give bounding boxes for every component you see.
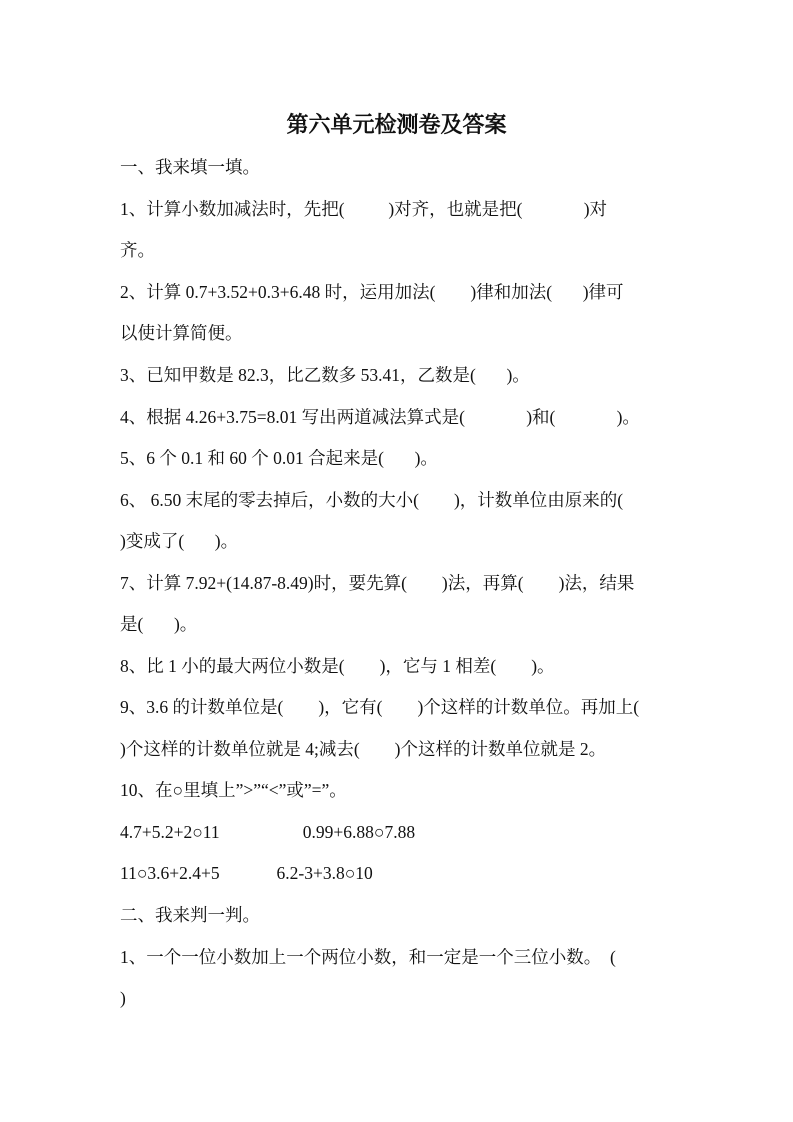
section-heading-judge: 二、我来判一判。 [120, 905, 260, 925]
question-line: 1、计算小数加减法时，先把( )对齐，也就是把( )对 [120, 199, 608, 219]
comparison-row: 4.7+5.2+2○11 0.99+6.88○7.88 [120, 822, 416, 842]
question-line: 9、3.6 的计数单位是( )，它有( )个这样的计数单位。再加上( [120, 697, 640, 717]
question-line: 是( )。 [120, 614, 198, 634]
question-line: 7、计算 7.92+(14.87-8.49)时，要先算( )法，再算( )法，结果 [120, 573, 635, 593]
question-line: 4、根据 4.26+3.75=8.01 写出两道减法算式是( )和( )。 [120, 407, 640, 427]
question-line: 2、计算 0.7+3.52+0.3+6.48 时，运用加法( )律和加法( )律可 [120, 282, 624, 302]
question-line: 3、已知甲数是 82.3，比乙数多 53.41，乙数是( )。 [120, 365, 530, 385]
comparison-row: 11○3.6+2.4+5 6.2-3+3.8○10 [120, 863, 373, 883]
section-heading-fill-in: 一、我来填一填。 [120, 157, 260, 177]
page-title: 第六单元检测卷及答案 [286, 113, 507, 138]
question-line: 10、在○里填上”>”“<”或”=”。 [120, 780, 347, 800]
question-line: 5、6 个 0.1 和 60 个 0.01 合起来是( )。 [120, 448, 438, 468]
question-line: 1、一个一位小数加上一个两位小数，和一定是一个三位小数。 ( [120, 947, 616, 967]
question-line: ) [120, 988, 126, 1008]
question-line: 以使计算简便。 [120, 323, 243, 343]
question-line: 6、 6.50 末尾的零去掉后，小数的大小( )，计数单位由原来的( [120, 490, 624, 510]
question-line: )变成了( )。 [120, 531, 239, 551]
question-line: 齐。 [120, 240, 155, 260]
question-line: )个这样的计数单位就是 4;减去( )个这样的计数单位就是 2。 [120, 739, 607, 759]
question-line: 8、比 1 小的最大两位小数是( )，它与 1 相差( )。 [120, 656, 555, 676]
